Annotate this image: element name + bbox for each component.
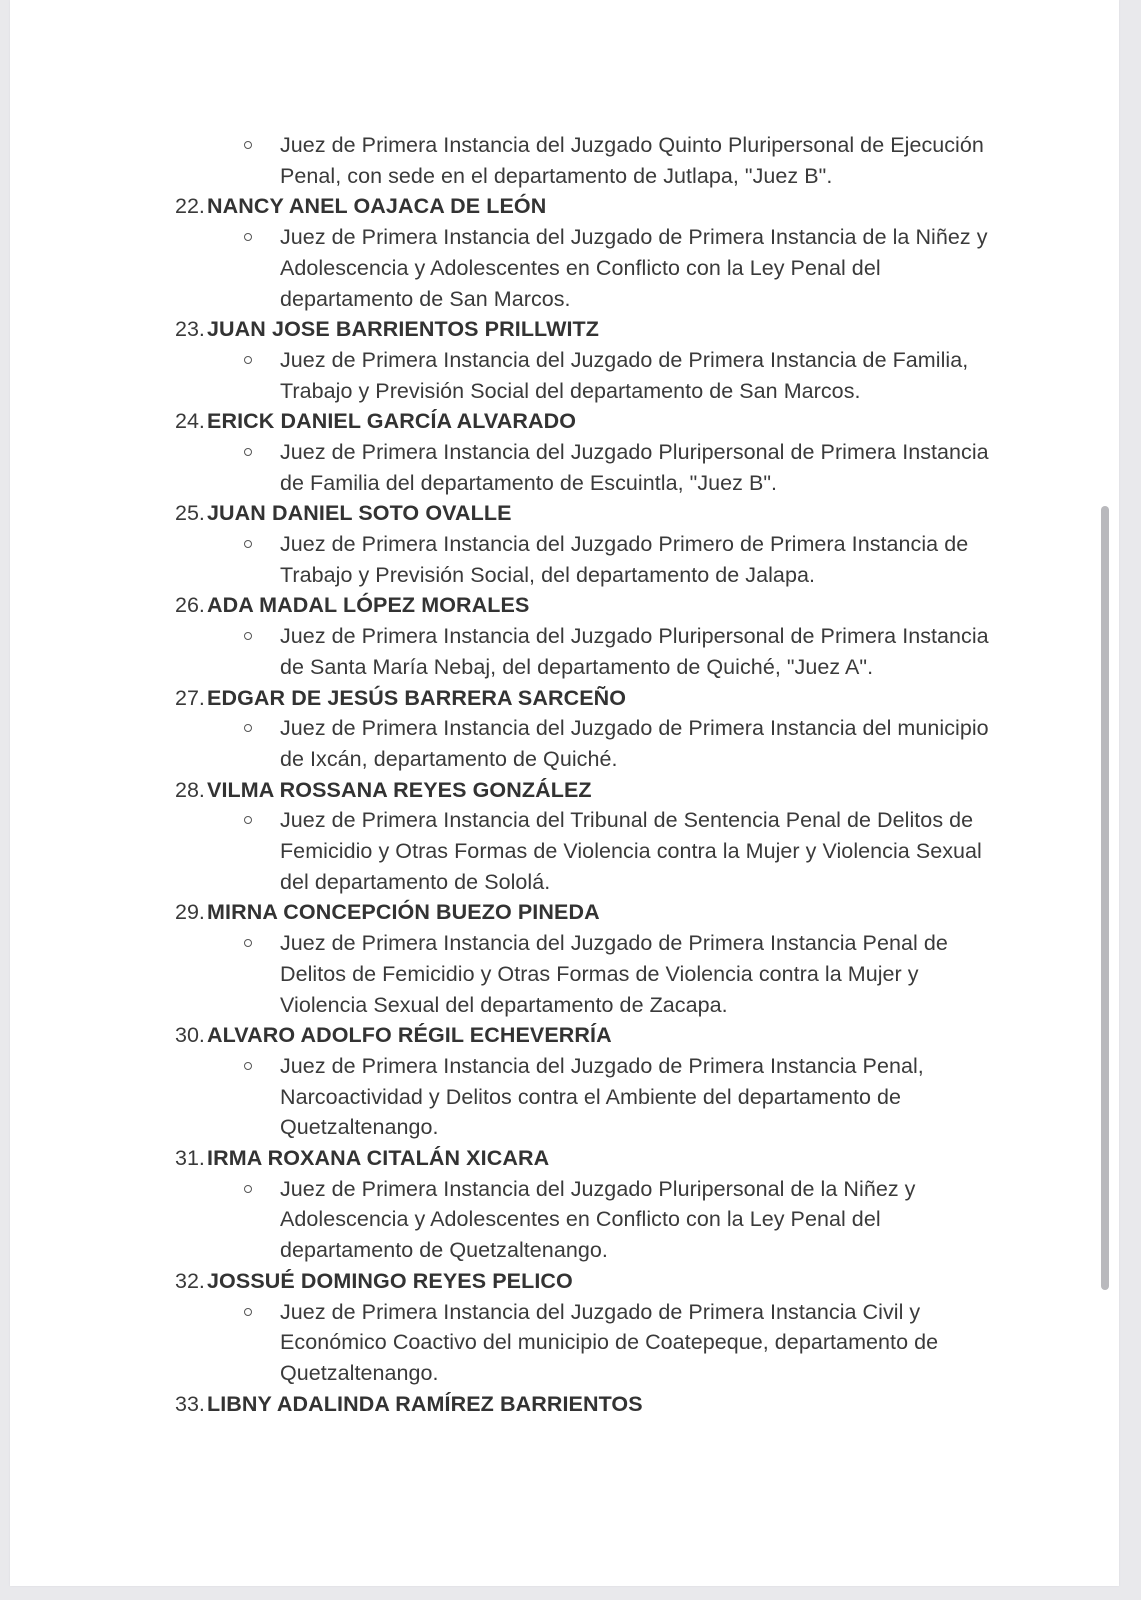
position-item xyxy=(10,1174,1110,1266)
entry-28 xyxy=(10,775,1110,898)
entry-heading xyxy=(10,683,1110,714)
judge-name: JUAN DANIEL SOTO OVALLE xyxy=(207,501,512,526)
entry-number: 27. xyxy=(175,685,205,710)
position-item xyxy=(10,222,1110,314)
lead-in-position xyxy=(10,130,1110,191)
position-text: Juez de Primera Instancia del Juzgado de Primera Instancia Penal de Delitos de Femicidio y Otras Formas de Violencia contra la Mujer y Violencia Sexual del departamento de Zacapa. xyxy=(280,931,948,1017)
judge-name: ERICK DANIEL GARCÍA ALVARADO xyxy=(207,409,577,434)
entry-number: 28. xyxy=(175,777,205,802)
position-text: Juez de Primera Instancia del Tribunal de Sentencia Penal de Delitos de Femicidio y Otras Formas de Violencia contra la Mujer y Violencia Sexual del departamento de Sololá. xyxy=(280,808,982,894)
position-text: Juez de Primera Instancia del Juzgado Pluripersonal de la Niñez y Adolescencia y Adolescentes en Conflicto con la Ley Penal del departamento de Quetzaltenango. xyxy=(280,1176,916,1263)
hollow-bullet-icon xyxy=(244,632,252,640)
entry-number: 33. xyxy=(175,1391,205,1416)
entry-29 xyxy=(10,897,1110,1020)
judge-name: JOSSUÉ DOMINGO REYES PELICO xyxy=(207,1268,573,1293)
entry-26 xyxy=(10,590,1110,682)
hollow-bullet-icon xyxy=(244,724,252,732)
entry-heading xyxy=(10,498,1110,529)
entry-heading xyxy=(10,406,1110,437)
hollow-bullet-icon xyxy=(244,233,252,241)
position-item xyxy=(10,529,1110,590)
position-item xyxy=(10,621,1110,682)
position-text: Juez de Primera Instancia del Juzgado de Primera Instancia de Familia, Trabajo y Previsión Social del departamento de San Marcos. xyxy=(280,347,969,403)
judge-name: LIBNY ADALINDA RAMÍREZ BARRIENTOS xyxy=(207,1391,643,1416)
hollow-bullet-icon xyxy=(244,356,252,364)
entry-heading xyxy=(10,191,1110,222)
entry-33 xyxy=(10,1389,1110,1420)
judge-name: MIRNA CONCEPCIÓN BUEZO PINEDA xyxy=(207,900,600,925)
position-text: Juez de Primera Instancia del Juzgado de Primera Instancia de la Niñez y Adolescencia y Adolescentes en Conflicto con la Ley Penal del departamento de San Marcos. xyxy=(280,225,988,311)
hollow-bullet-icon xyxy=(244,448,252,456)
entry-number: 29. xyxy=(175,900,205,925)
judge-name: JUAN JOSE BARRIENTOS PRILLWITZ xyxy=(207,317,600,342)
hollow-bullet-icon xyxy=(244,540,252,548)
entry-30 xyxy=(10,1020,1110,1143)
entry-23 xyxy=(10,314,1110,406)
position-item xyxy=(10,345,1110,406)
position-text: Juez de Primera Instancia del Juzgado de Primera Instancia Penal, Narcoactividad y Delitos contra el Ambiente del departamento de Quetzaltenango. xyxy=(280,1053,924,1140)
hollow-bullet-icon xyxy=(244,816,252,824)
position-item xyxy=(10,1297,1110,1389)
entry-number: 22. xyxy=(175,194,205,219)
entry-heading xyxy=(10,314,1110,345)
entry-number: 30. xyxy=(175,1023,205,1048)
position-text: Juez de Primera Instancia del Juzgado Pluripersonal de Primera Instancia de Santa María Nebaj, del departamento de Quiché, "Juez A". xyxy=(280,624,989,679)
judge-name: IRMA ROXANA CITALÁN XICARA xyxy=(207,1146,550,1171)
position-item xyxy=(10,805,1110,897)
hollow-bullet-icon xyxy=(244,141,252,149)
entry-heading xyxy=(10,1266,1110,1297)
judge-name: VILMA ROSSANA REYES GONZÁLEZ xyxy=(207,777,592,802)
position-text: Juez de Primera Instancia del Juzgado Quinto Pluripersonal de Ejecución Penal, con sede en el departamento de Jutlapa, "Juez B". xyxy=(280,133,984,188)
entry-number: 23. xyxy=(175,317,205,342)
entry-number: 31. xyxy=(175,1146,205,1171)
hollow-bullet-icon xyxy=(244,1062,252,1070)
entry-heading xyxy=(10,1020,1110,1051)
position-item xyxy=(10,713,1110,774)
entry-heading xyxy=(10,1143,1110,1174)
judge-name: NANCY ANEL OAJACA DE LEÓN xyxy=(207,194,547,219)
entry-25 xyxy=(10,498,1110,590)
entry-32 xyxy=(10,1266,1110,1389)
judge-name: ALVARO ADOLFO RÉGIL ECHEVERRÍA xyxy=(207,1023,612,1048)
position-text: Juez de Primera Instancia del Juzgado de Primera Instancia Civil y Económico Coactivo del municipio de Coatepeque, departamento de Quetzaltenango. xyxy=(280,1299,939,1385)
entry-24 xyxy=(10,406,1110,498)
hollow-bullet-icon xyxy=(244,1185,252,1193)
position-item xyxy=(10,437,1110,498)
entry-number: 25. xyxy=(175,501,205,526)
entry-heading xyxy=(10,590,1110,621)
document-page xyxy=(10,0,1119,1586)
entry-heading xyxy=(10,1389,1110,1420)
entry-27 xyxy=(10,683,1110,775)
judge-name: EDGAR DE JESÚS BARRERA SARCEÑO xyxy=(207,685,627,710)
position-item xyxy=(10,928,1110,1020)
hollow-bullet-icon xyxy=(244,939,252,947)
vertical-scrollbar-thumb[interactable] xyxy=(1101,506,1109,1290)
entry-number: 32. xyxy=(175,1268,205,1293)
position-text: Juez de Primera Instancia del Juzgado Primero de Primera Instancia de Trabajo y Previsión Social, del departamento de Jalapa. xyxy=(280,532,969,587)
position-text: Juez de Primera Instancia del Juzgado de Primera Instancia del municipio de Ixcán, departamento de Quiché. xyxy=(280,716,989,771)
entry-31 xyxy=(10,1143,1110,1266)
entry-heading xyxy=(10,775,1110,806)
entry-number: 26. xyxy=(175,593,205,618)
entry-22 xyxy=(10,191,1110,314)
entry-number: 24. xyxy=(175,409,205,434)
position-text: Juez de Primera Instancia del Juzgado Pluripersonal de Primera Instancia de Familia del departamento de Escuintla, "Juez B". xyxy=(280,439,989,495)
hollow-bullet-icon xyxy=(244,1308,252,1316)
judge-name: ADA MADAL LÓPEZ MORALES xyxy=(207,593,530,618)
entry-heading xyxy=(10,897,1110,928)
position-item xyxy=(10,1051,1110,1143)
appointment-list xyxy=(10,130,1110,1419)
